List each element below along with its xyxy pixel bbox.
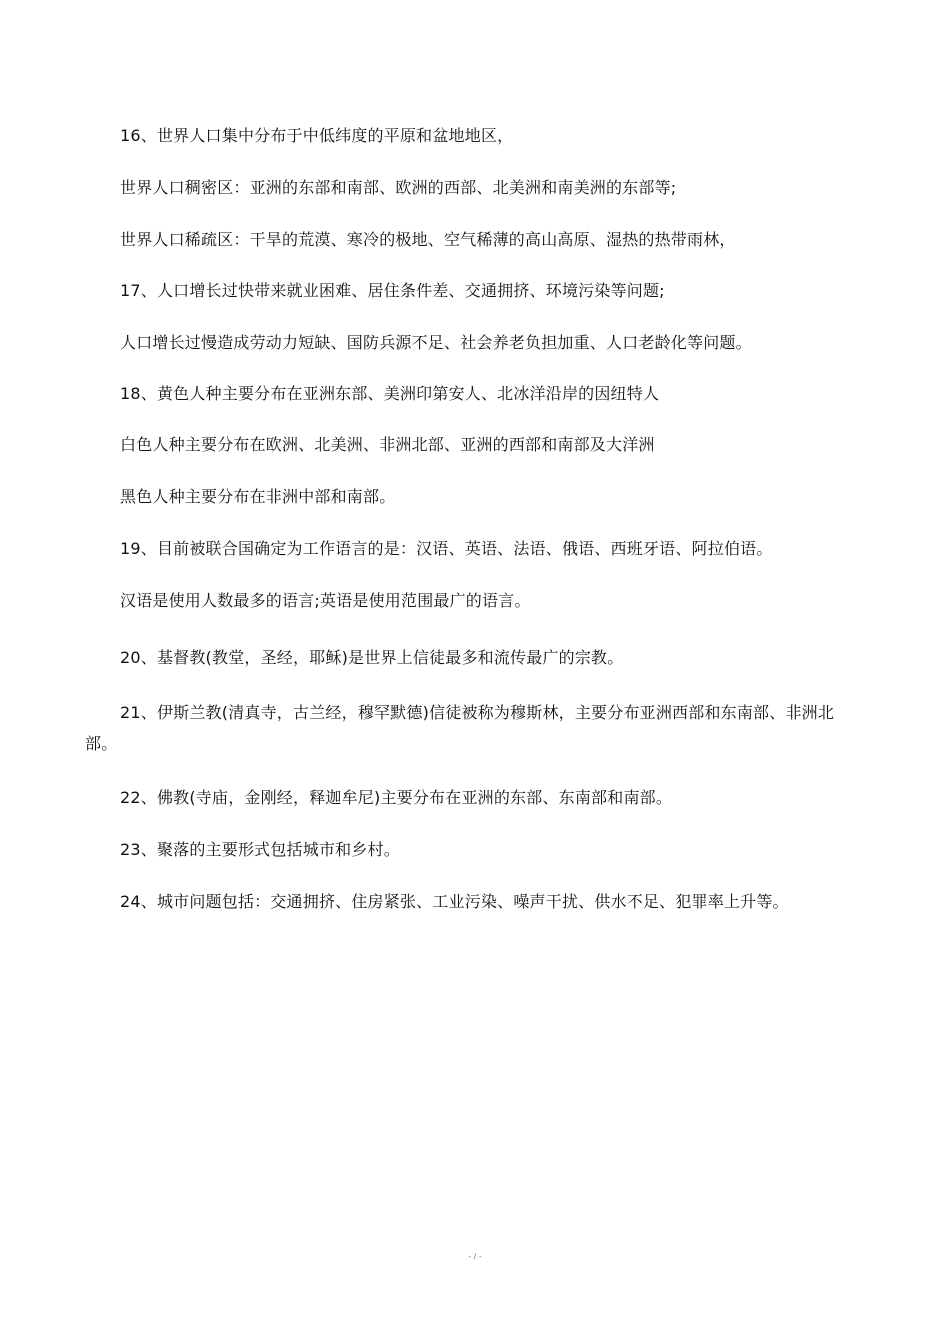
text-line-23: 23、聚落的主要形式包括城市和乡村。 [120, 840, 400, 859]
text-line-black-race: 黑色人种主要分布在非洲中部和南部。 [120, 487, 396, 506]
text-line-22: 22、佛教(寺庙，金刚经，释迦牟尼)主要分布在亚洲的东部、东南部和南部。 [120, 788, 673, 807]
text-line-slow-growth: 人口增长过慢造成劳动力短缺、国防兵源不足、社会养老负担加重、人口老龄化等问题。 [120, 333, 752, 352]
text-line-18: 18、黄色人种主要分布在亚洲东部、美洲印第安人、北冰洋沿岸的因纽特人 [120, 384, 660, 403]
text-line-white-race: 白色人种主要分布在欧洲、北美洲、非洲北部、亚洲的西部和南部及大洋洲 [120, 435, 655, 454]
text-line-sparse-regions: 世界人口稀疏区：干旱的荒漠、寒冷的极地、空气稀薄的高山高原、湿热的热带雨林， [120, 230, 736, 249]
text-line-24: 24、城市问题包括：交通拥挤、住房紧张、工业污染、噪声干扰、供水不足、犯罪率上升等。 [120, 892, 789, 911]
text-line-20: 20、基督教(教堂，圣经，耶稣)是世界上信徒最多和流传最广的宗教。 [120, 648, 624, 667]
text-line-19: 19、目前被联合国确定为工作语言的是：汉语、英语、法语、俄语、西班牙语、阿拉伯语。 [120, 539, 773, 558]
text-line-16: 16、世界人口集中分布于中低纬度的平原和盆地地区， [120, 126, 514, 145]
text-line-dense-regions: 世界人口稠密区：亚洲的东部和南部、欧洲的西部、北美洲和南美洲的东部等; [120, 178, 677, 197]
text-paragraph-21: 21、伊斯兰教(清真寺，古兰经，穆罕默德)信徒被称为穆斯林，主要分布亚洲西部和东南部、非洲北部。 [85, 703, 835, 753]
text-line-17: 17、人口增长过快带来就业困难、居住条件差、交通拥挤、环境污染等问题; [120, 281, 665, 300]
text-line-languages: 汉语是使用人数最多的语言;英语是使用范围最广的语言。 [120, 591, 531, 610]
page-number: - / - [468, 1252, 482, 1261]
